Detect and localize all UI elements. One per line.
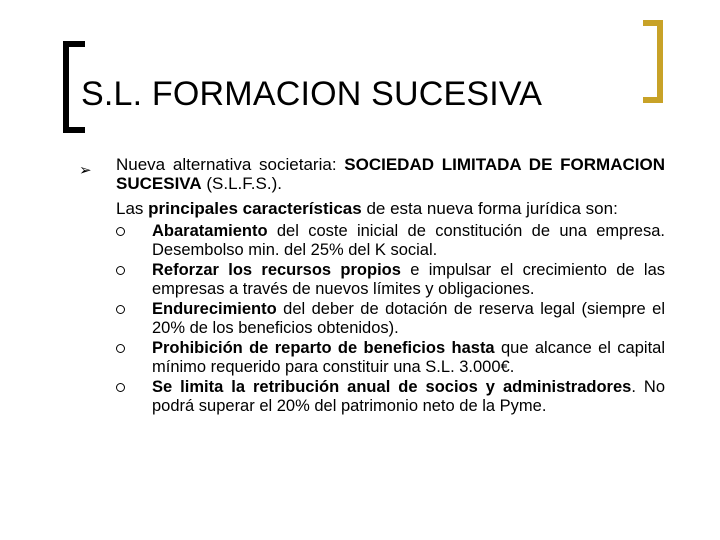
intro-paragraph-2: [116, 199, 665, 218]
list-item: [116, 222, 665, 259]
item-bold: Reforzar los recursos propios: [152, 261, 401, 279]
intro-paragraph-1: [116, 155, 665, 193]
item-text: del coste inicial de constitución de una empresa. Desembolso min. del 25% del K social.: [152, 222, 665, 259]
intro-text: Nueva alternativa societaria:: [116, 155, 345, 174]
intro-abbrev: (S.L.F.S.).: [201, 174, 282, 193]
company-type-bold: SOCIEDAD LIMITADA DE FORMACION SUCESIVA: [116, 155, 665, 193]
circle-bullet-icon: [116, 344, 125, 353]
right-bracket-decoration: [657, 20, 663, 103]
circle-bullet-icon: [116, 305, 125, 314]
slide-title: S.L. FORMACION SUCESIVA: [81, 75, 543, 113]
left-bracket-decoration: [63, 41, 69, 133]
slide-body: [116, 155, 665, 417]
item-text: del deber de dotación de reserva legal (siempre el 20% de los beneficios obtenidos).: [152, 300, 665, 337]
characteristics-list: [116, 222, 665, 415]
arrow-bullet-icon: ➢: [79, 161, 92, 179]
item-text: e impulsar el crecimiento de las empresas a través de nuevos límites y obligaciones.: [152, 261, 666, 298]
characteristics-bold: principales características: [148, 199, 362, 218]
item-bold: Prohibición de reparto de beneficios hasta: [152, 339, 495, 357]
left-bracket-bottom: [63, 127, 85, 133]
item-bold: Abaratamiento: [152, 222, 268, 240]
item-text: . No podrá superar el 20% del patrimonio neto de la Pyme.: [152, 378, 665, 415]
intro-text: Las: [116, 199, 149, 218]
item-text: que alcance el capital mínimo requerido para constituir una S.L. 3.000€.: [152, 339, 665, 376]
list-item: [116, 339, 665, 376]
circle-bullet-icon: [116, 266, 125, 275]
right-bracket-bottom: [643, 97, 663, 103]
circle-bullet-icon: [116, 383, 125, 392]
list-item: [116, 261, 665, 298]
list-item: [116, 378, 665, 415]
intro-text: de esta nueva forma jurídica son:: [361, 199, 618, 218]
item-bold: Endurecimiento: [152, 300, 277, 318]
list-item: [116, 300, 665, 337]
right-bracket-top: [643, 20, 663, 26]
left-bracket-top: [63, 41, 85, 47]
item-bold: Se limita la retribución anual de socios y administradores: [152, 378, 632, 396]
circle-bullet-icon: [116, 227, 125, 236]
